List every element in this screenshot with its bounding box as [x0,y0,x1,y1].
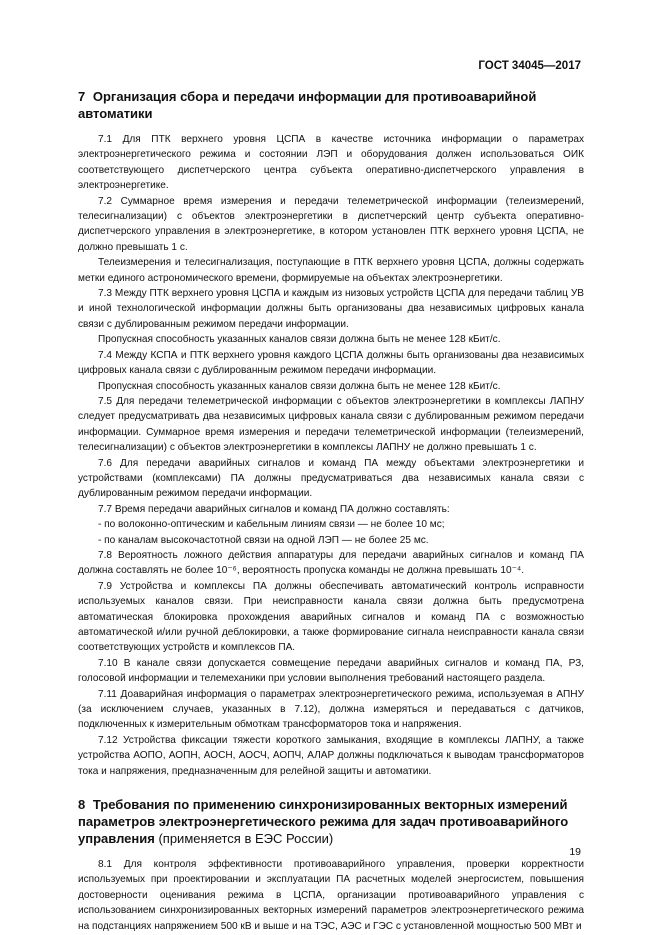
section-8-heading [78,796,584,847]
section-8-number: 8 [78,797,86,813]
document-code: ГОСТ 34045—2017 [478,60,581,72]
paragraph-7-7: 7.7 Время передачи аварийных сигналов и команд ПА должно составлять: [98,503,450,515]
section-8-title: Требования по применению синхронизированных векторных измерений параметров электроэнергетического режима для задач противоаварийного управления [78,797,569,847]
list-item-hf: - по каналам высокочастотной связи на одной ЛЭП — не более 25 мс. [98,534,429,546]
paragraph-7-6: 7.6 Для передачи аварийных сигналов и команд ПА между объектами электроэнергетики и устройствами (комплексами) ПА должны предусматриваться два независимых канала связи с дублированным режимом передачи информации. [78,457,584,500]
paragraph-7-5: 7.5 Для передачи телеметрической информации с объектов электроэнергетики в комплексы ЛАПНУ следует предусматривать два независимых цифровых канала связи с дублированным режимом передачи информации. Суммарное время измерения и передачи телеметрической информации (телеизмерений, телесигнализации) с объектов электроэнергетики в комплексы ЛАПНУ не должно превышать 1 с. [78,395,584,454]
paragraph-7-3: 7.3 Между ПТК верхнего уровня ЦСПА и каждым из низовых устройств ЦСПА для передачи таблиц УВ и иной технологической информации должны быть организованы два независимых цифровых канала связи с дублированным режимом передачи информации. [78,288,584,330]
paragraph-7-2-timestamps: Телеизмерения и телесигнализация, поступающие в ПТК верхнего уровня ЦСПА, должны содержать метки единого астрономического времени, формируемые на объектах электроэнергетики. [78,257,584,284]
paragraph-7-3-bandwidth: Пропускная способность указанных каналов связи должна быть не менее 128 кБит/с. [98,334,501,346]
list-item-fiber: - по волоконно-оптическим и кабельным линиям связи — не более 10 мс; [98,519,445,531]
paragraph-7-2: 7.2 Суммарное время измерения и передачи телеметрической информации (телеизмерений, телесигнализации) с объектов электроэнергетики в диспетчерский центр субъекта оперативно-диспетчерского управления в электроэнергетике, в котором установлен ПТК верхнего уровня ЦСПА, не должно превышать 1 с. [78,195,584,253]
paragraph-7-10: 7.10 В канале связи допускается совмещение передачи аварийных сигналов и команд ПА, РЗ, голосовой информации и телемеханики при условии выполнения требований настоящего раздела. [78,657,584,685]
section-7-heading [78,88,584,122]
page-content [78,88,584,934]
paragraph-7-8: 7.8 Вероятность ложного действия аппаратуры для передачи аварийных сигналов и команд ПА должна составлять не более 10⁻⁶, вероятность пропуска команды не должна превышать 10⁻⁴. [78,549,584,577]
paragraph-7-4-bandwidth: Пропускная способность указанных каналов связи должна быть не менее 128 кБит/с. [98,380,501,392]
paragraph-7-1: 7.1 Для ПТК верхнего уровня ЦСПА в качестве источника информации о параметрах электроэнергетического режима и состоянии ЛЭП и оборудования должен использоваться ОИК соответствующего диспетчерского центра субъекта оперативно-диспетчерского управления в электроэнергетике. [78,134,584,192]
page-number: 19 [569,846,581,858]
paragraph-7-12: 7.12 Устройства фиксации тяжести короткого замыкания, входящие в комплексы ЛАПНУ, а также устройства АОПО, АОПН, АОСН, АОСЧ, АОПЧ, АЛАР должны подключаться к выводам трансформаторов тока и напряжения, предназначенным для релейной защиты и автоматики. [78,734,584,777]
section-7-number: 7 [78,89,86,104]
paragraph-7-9: 7.9 Устройства и комплексы ПА должны обеспечивать автоматический контроль исправности используемых каналов связи. При неисправности канала связи должна быть предусмотрена автоматическая блокировка прохождения аварийных сигналов и команд ПА с возможностью автоматической и/или ручной деблокировки, а также формирование сигнала неисправности канала связи соответствующих устройств и комплексов ПА. [78,580,584,654]
section-8-title-note: (применяется в ЕЭС России) [158,831,334,847]
paragraph-7-4: 7.4 Между КСПА и ПТК верхнего уровня каждого ЦСПА должны быть организованы два независимых цифровых канала связи с дублированным режимом передачи информации. [78,349,584,377]
section-7-title: Организация сбора и передачи информации для противоаварийной автоматики [78,89,537,121]
paragraph-8-1: 8.1 Для контроля эффективности противоаварийного управления, проверки корректности используемых при проектировании и эксплуатации ПА расчетных моделей энергосистем, повышения достоверности оценивания режима в ЦСПА, организации противоаварийного управления с использованием синхронизированных векторных измерений параметров электроэнергетического режима на подстанциях напряжением 500 кВ и выше и на ТЭС, АЭС и ГЭС с установленной мощностью 500 МВт и [78,859,584,932]
paragraph-7-11: 7.11 Доаварийная информация о параметрах электроэнергетического режима, используемая в АПНУ (за исключением случаев, указанных в 7.12), должна измеряться и передаваться с датчиков, подключенных к измерительным обмоткам трансформаторов тока и напряжения. [78,688,584,731]
